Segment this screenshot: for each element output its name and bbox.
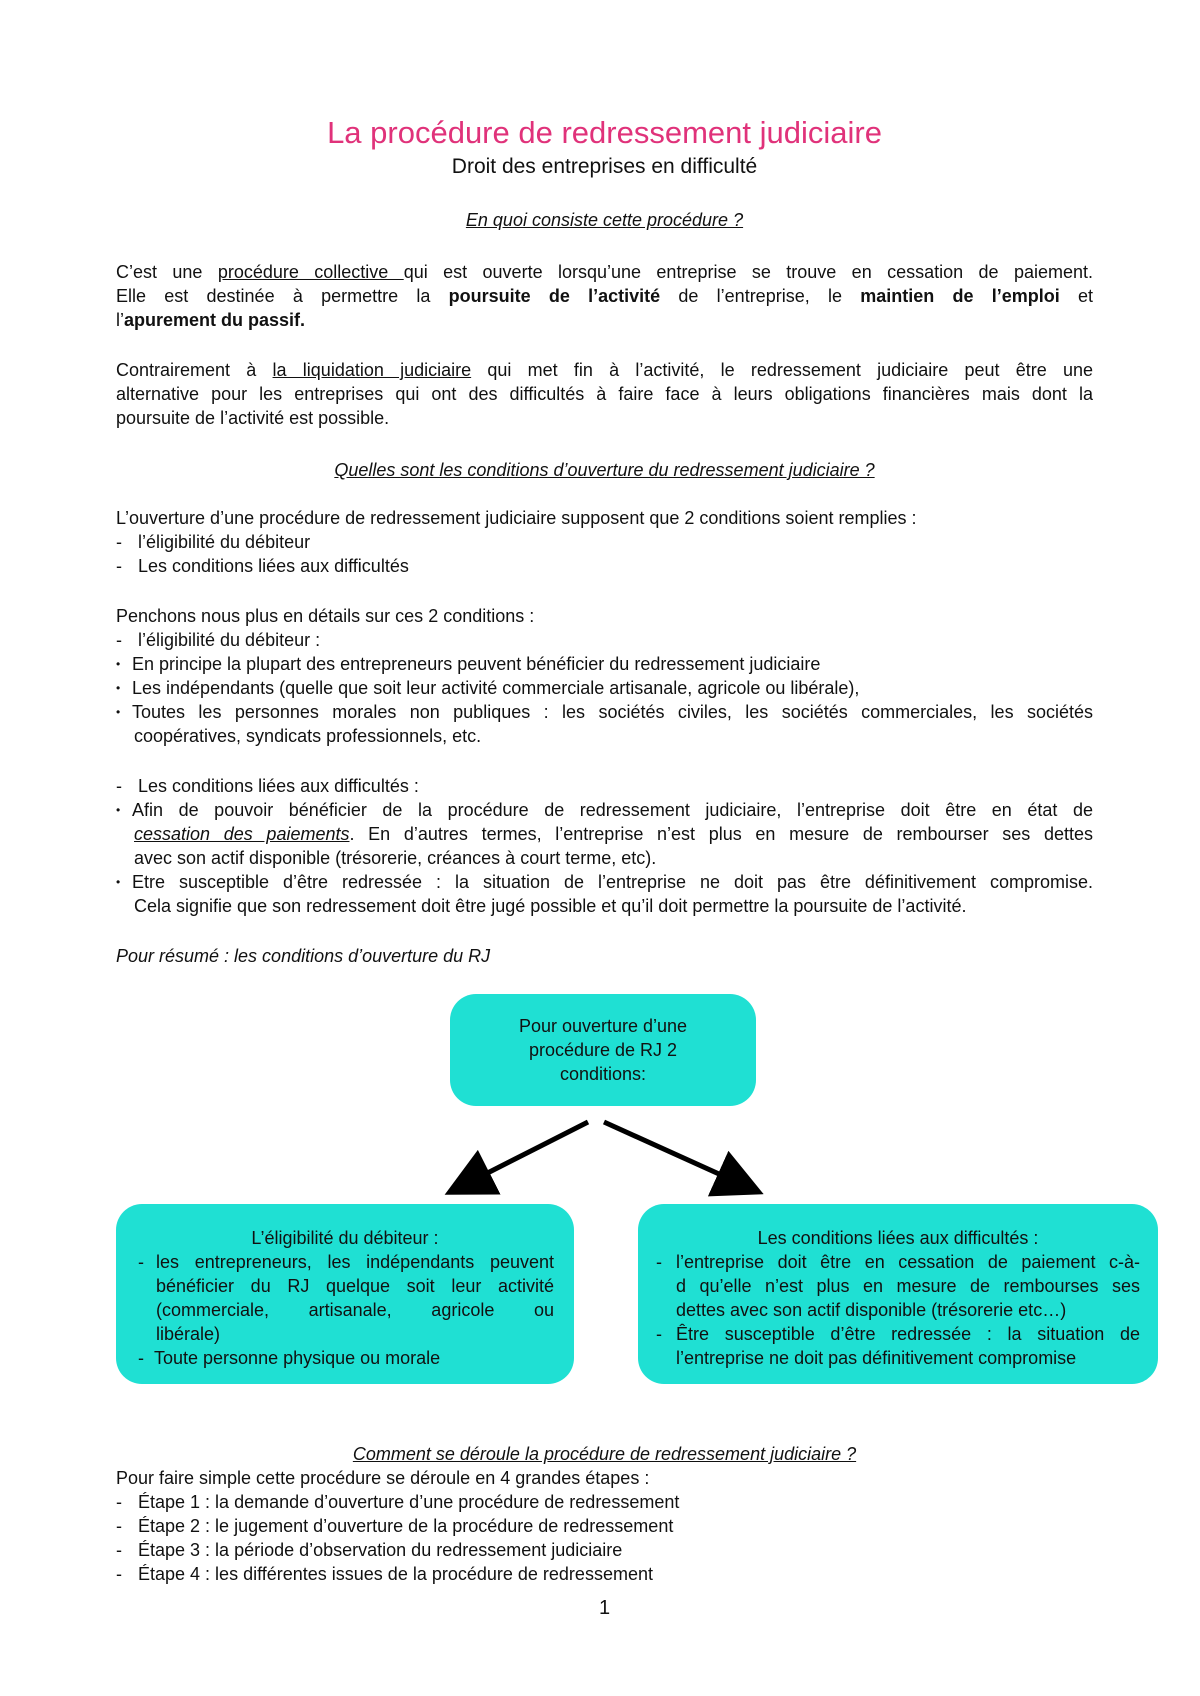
bullet-item-continuation: coopératives, syndicats professionnels, etc. (134, 726, 482, 746)
dash: - (656, 1324, 662, 1344)
paragraph-2-line-1: Contrairement à la liquidation judiciaire qui met fin à l’activité, le redressement judiciaire peut être une (116, 360, 1094, 380)
bullet-item: • En principe la plupart des entrepreneurs peuvent bénéficier du redressement judiciaire (116, 654, 821, 674)
diagram-right-title: Les conditions liées aux difficultés : (757, 1228, 1039, 1248)
emphasis-cessation-paiements: cessation des paiements (134, 824, 350, 844)
summary-caption: Pour résumé : les conditions d’ouverture du RJ (116, 946, 491, 966)
list-item: - Étape 3 : la période d’observation du redressement judiciaire (116, 1540, 623, 1560)
diagram-right-item-2: Être susceptible d’être redressée : la situation de l’entreprise ne doit pas définitivement compromise (676, 1324, 1140, 1368)
section-question-2: Quelles sont les conditions d’ouverture du redressement judiciaire ? (334, 460, 875, 480)
arrow-right (604, 1122, 750, 1188)
section-question-1: En quoi consiste cette procédure ? (465, 210, 744, 230)
diagram-left-item-2: - Toute personne physique ou morale (138, 1348, 441, 1368)
list-item: - Étape 1 : la demande d’ouverture d’une procédure de redressement (116, 1492, 680, 1512)
diagram-left-box (116, 1204, 574, 1384)
paragraph-1-line-3: l’apurement du passif. (116, 310, 306, 330)
page-number: 1 (598, 1597, 611, 1619)
link-procedure-collective: procédure collective (217, 262, 404, 282)
bullet-item-continuation: cessation des paiements. En d’autres termes, l’entreprise n’est plus en mesure de rembourser ses dettes (134, 824, 1093, 844)
page-subtitle: Droit des entreprises en difficulté (451, 155, 758, 178)
list-item: - Étape 2 : le jugement d’ouverture de la procédure de redressement (116, 1516, 674, 1536)
paragraph-3-intro: L’ouverture d’une procédure de redressement judiciaire supposent que 2 conditions soient remplies : (116, 508, 917, 528)
section-question-3: Comment se déroule la procédure de redressement judiciaire ? (352, 1444, 857, 1464)
paragraph-1-line-1: C’est une procédure collective qui est ouverte lorsqu’une entreprise se trouve en cessation de paiement. (116, 262, 1093, 282)
diagram-top-text: Pour ouverture d’une procédure de RJ 2 conditions: (518, 1016, 688, 1084)
bullet-item-continuation: avec son actif disponible (trésorerie, créances à court terme, etc). (134, 848, 657, 868)
paragraph-1-line-2: Elle est destinée à permettre la poursuite de l’activité de l’entreprise, le maintien de l’emploi et (116, 286, 1094, 306)
bullet-item-continuation: Cela signifie que son redressement doit être jugé possible et qu’il doit permettre la poursuite de l’activité. (134, 896, 967, 916)
condition-1-heading: - l’éligibilité du débiteur : (116, 630, 321, 650)
bullet-item: • Afin de pouvoir bénéficier de la procédure de redressement judiciaire, l’entreprise doit être en état de (116, 800, 1093, 820)
paragraph-2-line-2: alternative pour les entreprises qui ont des difficultés à faire face à leurs obligations financières mais dont la (116, 384, 1093, 404)
link-liquidation-judiciaire: la liquidation judiciaire (272, 360, 472, 380)
arrow-left (458, 1122, 588, 1188)
bullet-item: • Toutes les personnes morales non publiques : les sociétés civiles, les sociétés commerciales, les sociétés (116, 702, 1093, 722)
bullet-item: • Les indépendants (quelle que soit leur activité commerciale artisanale, agricole ou libérale), (116, 678, 860, 698)
dash: - (656, 1252, 662, 1272)
list-item: - Étape 4 : les différentes issues de la procédure de redressement (116, 1564, 653, 1584)
dash: - (138, 1252, 144, 1272)
list-item: - l’éligibilité du débiteur (116, 532, 311, 552)
condition-2-heading: - Les conditions liées aux difficultés : (116, 776, 419, 796)
diagram-right-box (638, 1204, 1158, 1384)
list-item: - Les conditions liées aux difficultés (116, 556, 409, 576)
page-title: La procédure de redressement judiciaire (327, 115, 882, 150)
diagram-right-item-1: l’entreprise doit être en cessation de paiement c-à- d qu’elle n’est plus en mesure de rembourses ses dettes avec son actif disponible (trésorerie etc…) (676, 1252, 1140, 1320)
diagram-left-item-1: les entrepreneurs, les indépendants peuvent bénéficier du RJ quelque soit leur activité (commerciale, artisanale, agricole ou libérale) (156, 1252, 554, 1344)
bullet-item: • Etre susceptible d’être redressée : la situation de l’entreprise ne doit pas être définitivement compromise. (116, 872, 1093, 892)
diagram-left-title: L’éligibilité du débiteur : (251, 1228, 439, 1248)
paragraph-2-line-3: poursuite de l’activité est possible. (116, 408, 390, 428)
paragraph-5-intro: Pour faire simple cette procédure se déroule en 4 grandes étapes : (116, 1468, 650, 1488)
paragraph-4-intro: Penchons nous plus en détails sur ces 2 conditions : (116, 606, 535, 626)
